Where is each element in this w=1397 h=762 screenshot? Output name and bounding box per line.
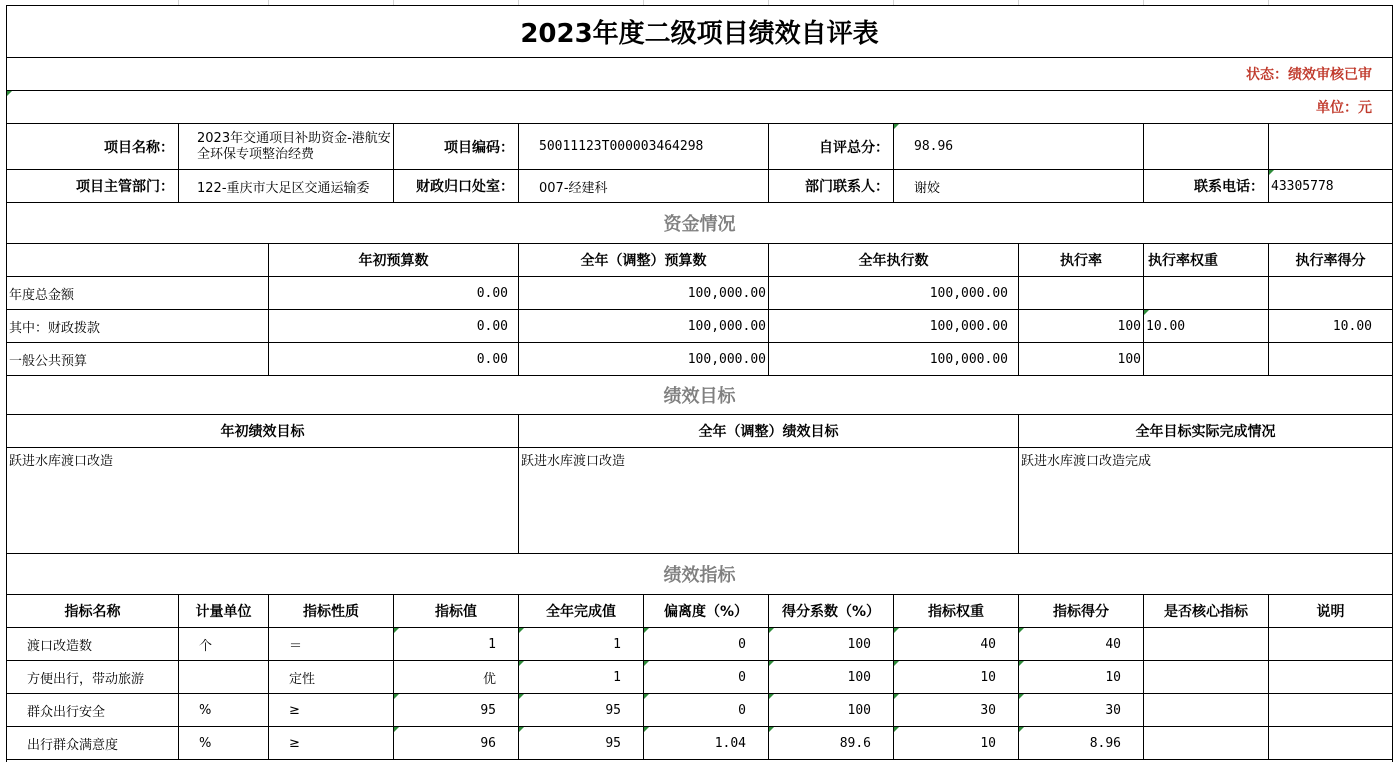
funds-row-adjusted[interactable]: 100,000.00	[519, 343, 769, 375]
funds-row-initial[interactable]: 0.00	[269, 277, 519, 309]
ind-dev[interactable]: 0	[644, 628, 769, 660]
cell-marker	[894, 694, 899, 699]
cell-marker	[769, 694, 774, 699]
cell-marker	[769, 661, 774, 666]
goal-adjusted-value[interactable]: 跃进水库渡口改造	[519, 448, 1019, 553]
funds-row-initial[interactable]: 0.00	[269, 310, 519, 342]
cell-marker	[1019, 661, 1024, 666]
ind-note[interactable]	[1269, 727, 1392, 759]
cell-marker	[1019, 727, 1024, 732]
ind-value[interactable]: 1	[394, 628, 519, 660]
cell-marker	[644, 628, 649, 633]
ind-score[interactable]: 40	[1019, 628, 1144, 660]
cell-marker	[769, 628, 774, 633]
ind-name[interactable]: 渡口改造数	[7, 628, 179, 660]
cell-marker	[519, 694, 524, 699]
funds-row-weight[interactable]	[1144, 277, 1269, 309]
ind-nature[interactable]: ＝	[269, 628, 394, 660]
ind-header-done: 全年完成值	[519, 595, 644, 627]
self-score-label: 自评总分：	[769, 124, 894, 169]
goals-header-adjusted: 全年（调整）绩效目标	[519, 415, 1019, 447]
ind-header-unit: 计量单位	[179, 595, 269, 627]
cell-marker	[519, 628, 524, 633]
ind-dev[interactable]: 0	[644, 694, 769, 726]
funds-header-blank	[7, 244, 269, 276]
funds-header-weight: 执行率权重	[1144, 244, 1269, 276]
funds-row-weight[interactable]	[1144, 343, 1269, 375]
ind-done[interactable]: 1	[519, 661, 644, 693]
empty-cell[interactable]	[1144, 124, 1269, 169]
ind-score[interactable]: 8.96	[1019, 727, 1144, 759]
ind-unit[interactable]: %	[179, 694, 269, 726]
self-score-value[interactable]: 98.96	[894, 124, 1144, 169]
cell-marker	[1144, 310, 1149, 315]
finance-label: 财政归口处室：	[394, 170, 519, 202]
cell-marker	[894, 124, 899, 129]
funds-header-score: 执行率得分	[1295, 253, 1366, 269]
ind-score[interactable]: 10	[1019, 661, 1144, 693]
ind-nature[interactable]: 定性	[269, 661, 394, 693]
phone-label: 联系电话：	[1144, 170, 1269, 202]
contact-label: 部门联系人：	[769, 170, 894, 202]
ind-coef[interactable]: 100	[769, 694, 894, 726]
ind-header-note: 说明	[1316, 604, 1345, 620]
funds-row-executed[interactable]: 100,000.00	[769, 310, 1019, 342]
funds-row-executed[interactable]: 100,000.00	[769, 277, 1019, 309]
ind-unit[interactable]: %	[179, 727, 269, 759]
ind-weight[interactable]: 10	[894, 661, 1019, 693]
ind-nature[interactable]: ≥	[269, 727, 394, 759]
ind-value[interactable]: 96	[394, 727, 519, 759]
ind-header-name: 指标名称	[7, 595, 179, 627]
ind-core[interactable]	[1144, 628, 1269, 660]
funds-header-executed: 全年执行数	[769, 244, 1019, 276]
ind-done[interactable]: 95	[519, 727, 644, 759]
ind-core[interactable]	[1144, 727, 1269, 759]
ind-coef[interactable]: 89.6	[769, 727, 894, 759]
contact-value[interactable]: 谢姣	[894, 170, 1144, 202]
funds-row-score[interactable]	[1269, 343, 1392, 375]
status-label: 状态：绩效审核已审	[1246, 67, 1372, 83]
ind-note[interactable]	[1269, 694, 1392, 726]
indicators-section-title: 绩效指标	[663, 565, 736, 586]
ind-note[interactable]	[1269, 628, 1392, 660]
funds-row-name[interactable]: 一般公共预算	[7, 343, 269, 375]
ind-unit[interactable]: 个	[179, 628, 269, 660]
funds-row-name[interactable]: 其中：财政拨款	[7, 310, 269, 342]
ind-unit[interactable]	[179, 661, 269, 693]
right-border	[1392, 5, 1393, 762]
ind-dev[interactable]: 0	[644, 661, 769, 693]
page-title: 2023年度二级项目绩效自评表	[520, 19, 879, 49]
funds-row-weight[interactable]: 10.00	[1144, 310, 1269, 342]
ind-weight[interactable]: 40	[894, 628, 1019, 660]
ind-done[interactable]: 1	[519, 628, 644, 660]
goals-header-initial: 年初绩效目标	[7, 415, 519, 447]
funds-row-adjusted[interactable]: 100,000.00	[519, 310, 769, 342]
ind-weight[interactable]: 30	[894, 694, 1019, 726]
goal-actual-value[interactable]: 跃进水库渡口改造完成	[1021, 454, 1152, 469]
ind-weight[interactable]: 10	[894, 727, 1019, 759]
ind-name[interactable]: 方便出行，带动旅游	[7, 661, 179, 693]
cell-marker	[894, 727, 899, 732]
cell-marker	[519, 661, 524, 666]
ind-header-nature: 指标性质	[269, 595, 394, 627]
finance-value[interactable]: 007-经建科	[519, 170, 769, 202]
funds-row-executed[interactable]: 100,000.00	[769, 343, 1019, 375]
ind-dev[interactable]: 1.04	[644, 727, 769, 759]
ind-value[interactable]: 95	[394, 694, 519, 726]
ind-core[interactable]	[1144, 694, 1269, 726]
cell-marker	[1019, 628, 1024, 633]
ind-score[interactable]: 30	[1019, 694, 1144, 726]
cell-marker	[394, 628, 399, 633]
goal-initial-value[interactable]: 跃进水库渡口改造	[7, 448, 519, 553]
funds-row-rate[interactable]: 100	[1019, 310, 1144, 342]
cell-marker	[644, 661, 649, 666]
dept-value[interactable]: 122-重庆市大足区交通运输委	[179, 170, 394, 202]
funds-header-adjusted: 全年（调整）预算数	[519, 244, 769, 276]
ind-header-score: 指标得分	[1019, 595, 1144, 627]
funds-row-rate[interactable]: 100	[1019, 343, 1144, 375]
cell-marker	[644, 694, 649, 699]
cell-marker	[644, 727, 649, 732]
project-name-value[interactable]: 2023年交通项目补助资金-港航安全环保专项整治经费	[179, 124, 394, 169]
cell-marker	[894, 661, 899, 666]
funds-row-initial[interactable]: 0.00	[269, 343, 519, 375]
ind-header-coef: 得分系数（%）	[769, 595, 894, 627]
funds-section-title: 资金情况	[663, 214, 736, 235]
funds-row-score[interactable]	[1269, 277, 1392, 309]
ind-name[interactable]: 群众出行安全	[7, 694, 179, 726]
unit-label: 单位：元	[1316, 100, 1372, 116]
project-name-label: 项目名称：	[7, 124, 179, 169]
ind-done[interactable]: 95	[519, 694, 644, 726]
funds-row-rate[interactable]	[1019, 277, 1144, 309]
dept-label: 项目主管部门：	[7, 170, 179, 202]
ind-nature[interactable]: ≥	[269, 694, 394, 726]
ind-header-core: 是否核心指标	[1144, 595, 1269, 627]
funds-row-name[interactable]: 年度总金额	[7, 277, 269, 309]
project-code-value[interactable]: 50011123T000003464298	[519, 124, 769, 169]
funds-row-score[interactable]: 10.00	[1332, 318, 1372, 334]
cell-marker	[394, 727, 399, 732]
ind-header-dev: 偏离度（%）	[644, 595, 769, 627]
ind-header-weight: 指标权重	[894, 595, 1019, 627]
ind-coef[interactable]: 100	[769, 661, 894, 693]
cell-marker	[1269, 170, 1274, 175]
empty-cell[interactable]	[1269, 124, 1392, 169]
funds-header-rate: 执行率	[1019, 244, 1144, 276]
project-code-label: 项目编码：	[394, 124, 519, 169]
cell-marker	[394, 694, 399, 699]
rule	[6, 759, 1393, 760]
ind-coef[interactable]: 100	[769, 628, 894, 660]
funds-row-adjusted[interactable]: 100,000.00	[519, 277, 769, 309]
ind-header-value: 指标值	[394, 595, 519, 627]
cell-marker	[1019, 694, 1024, 699]
ind-name[interactable]: 出行群众满意度	[7, 727, 179, 759]
ind-core[interactable]	[1144, 661, 1269, 693]
ind-value[interactable]: 优	[394, 661, 519, 693]
goals-header-actual: 全年目标实际完成情况	[1135, 424, 1276, 440]
cell-marker	[519, 727, 524, 732]
funds-header-initial: 年初预算数	[269, 244, 519, 276]
cell-marker	[769, 727, 774, 732]
phone-value[interactable]: 43305778	[1271, 178, 1334, 194]
goals-section-title: 绩效目标	[663, 386, 736, 407]
ind-note[interactable]	[1269, 661, 1392, 693]
cell-marker	[894, 628, 899, 633]
